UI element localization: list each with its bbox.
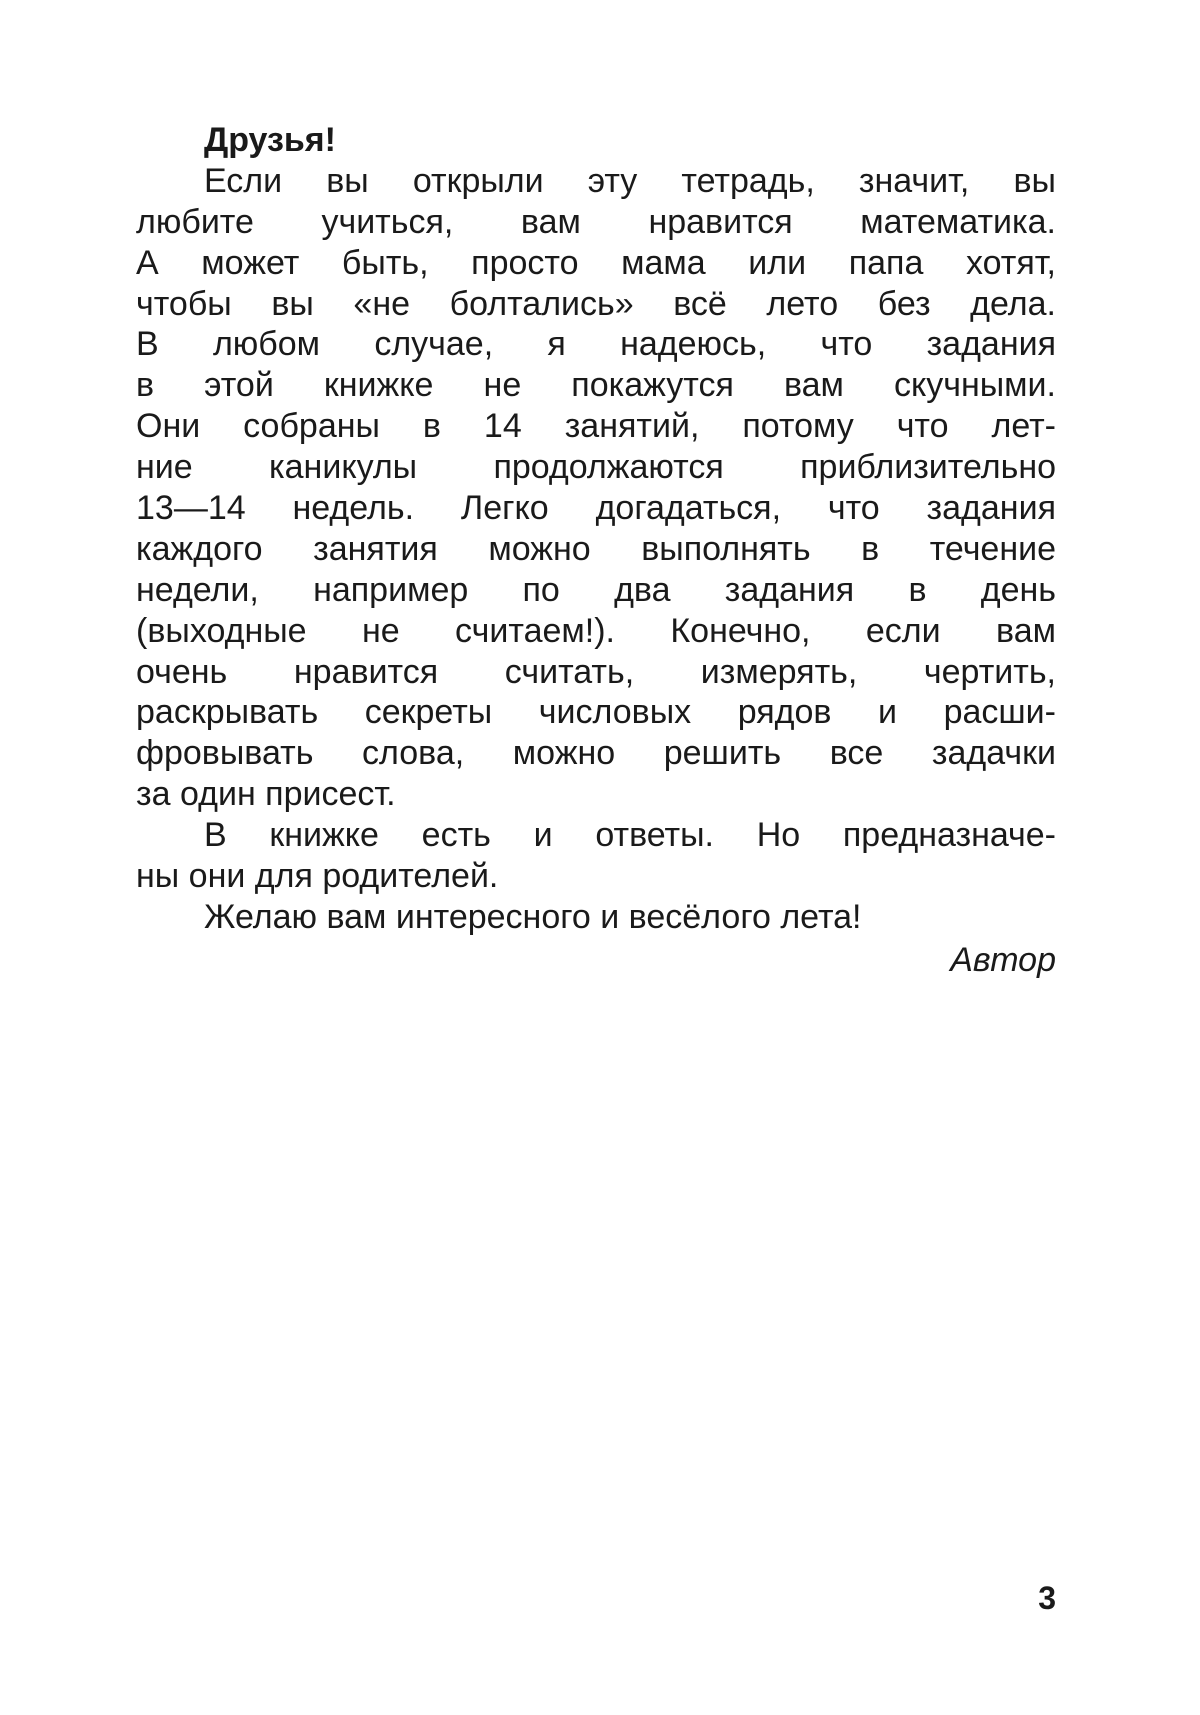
text-line: в этой книжке не покажутся вам скучными. — [136, 366, 1056, 405]
paragraph-3 — [136, 897, 1056, 938]
text-line: недели, например по два задания в день — [136, 570, 1056, 609]
text-line: фровывать слова, можно решить все задачки — [136, 734, 1056, 773]
page-title: Друзья! — [204, 121, 336, 159]
text-line: В книжке есть и ответы. Но предназначе- — [204, 816, 1056, 855]
paragraph-1 — [136, 161, 1056, 815]
text-line: Они собраны в 14 занятий, потому что лет- — [136, 407, 1056, 446]
text-line: чтобы вы «не болтались» всё лето без дела. — [136, 284, 1056, 323]
text-line: Желаю вам интересного и весёлого лета! — [204, 897, 862, 936]
text-line: очень нравится считать, измерять, чертить, — [136, 652, 1056, 691]
text-line: любите учиться, вам нравится математика. — [136, 202, 1056, 241]
text-line: ны они для родителей. — [136, 857, 499, 896]
text-line: раскрывать секреты числовых рядов и расши- — [136, 693, 1056, 732]
text-line: каждого занятия можно выполнять в течение — [136, 529, 1056, 568]
text-line: за один присест. — [136, 775, 396, 814]
text-line: (выходные не считаем!). Конечно, если вам — [136, 611, 1056, 650]
foreword — [136, 120, 1056, 982]
text-line: В любом случае, я надеюсь, что задания — [136, 325, 1056, 364]
text-line: ние каникулы продолжаются приблизительно — [136, 448, 1056, 487]
text-line: А может быть, просто мама или папа хотят, — [136, 243, 1056, 282]
text-line: Если вы открыли эту тетрадь, значит, вы — [204, 161, 1056, 200]
text-line: 13—14 недель. Легко догадаться, что задания — [136, 489, 1056, 528]
page-number: 3 — [1038, 1580, 1056, 1616]
paragraph-2 — [136, 815, 1056, 897]
author-signature: Автор — [950, 940, 1056, 979]
